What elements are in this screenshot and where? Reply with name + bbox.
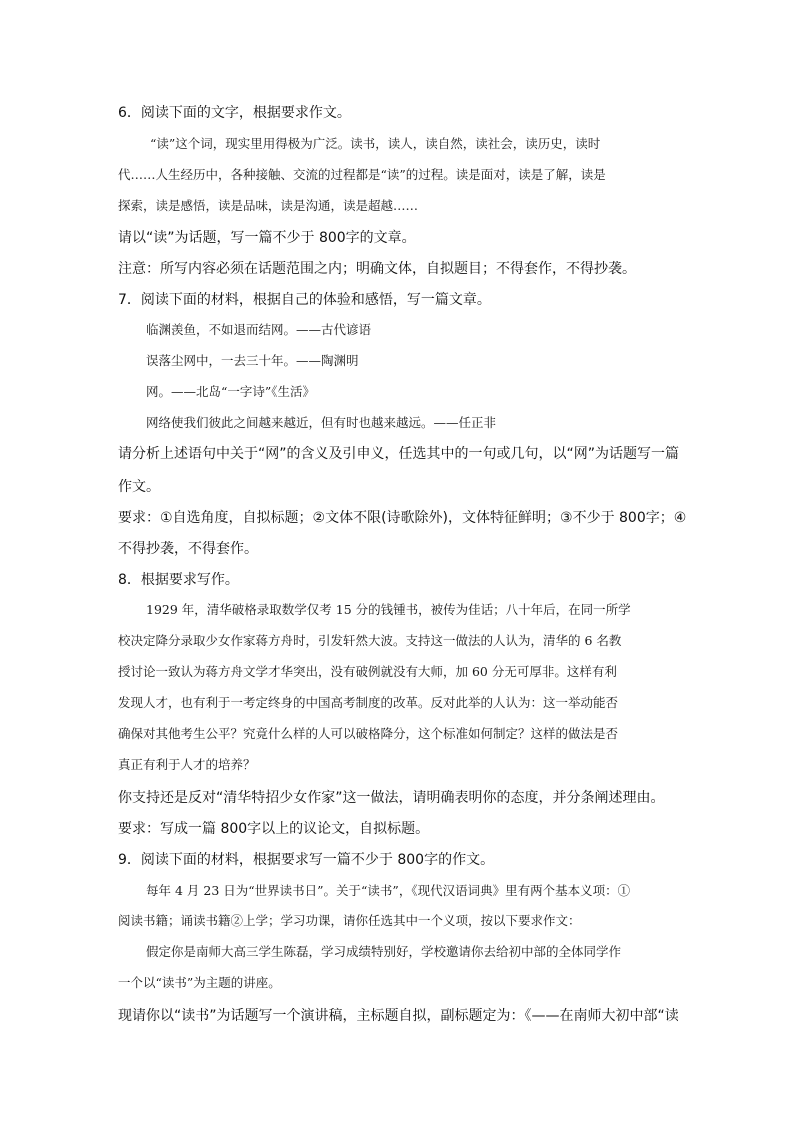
q9-heading: 9．阅读下面的材料，根据要求写一篇不少于 800字的作文。: [118, 852, 495, 868]
q8-passage-line: 校决定降分录取少女作家蒋方舟时，引发轩然大波。支持这一做法的人认为，清华的 6 名教: [118, 633, 622, 648]
q7-heading: 7．阅读下面的材料，根据自己的体验和感悟，写一篇文章。: [118, 292, 491, 308]
q6-note: 注意：所写内容必须在话题范围之内；明确文体，自拟题目；不得套作，不得抄袭。: [118, 261, 636, 277]
q7-quote: 误落尘网中，一去三十年。——陶渊明: [146, 353, 359, 368]
q8-requirements: 要求：写成一篇 800字以上的议论文，自拟标题。: [118, 821, 430, 837]
q6-passage-line: “读”这个词，现实里用得极为广泛。读书，读人，读自然，读社会，读历史，读时: [150, 136, 601, 151]
q7-instruction-line: 作文。: [118, 479, 160, 495]
q7-quote: 网。——北岛“一字诗”《生活》: [146, 384, 316, 399]
q8-instruction: 你支持还是反对“清华特招少女作家”这一做法，请明确表明你的态度，并分条阐述理由。: [118, 790, 665, 806]
q7-instruction-line: 请分析上述语句中关于“网”的含义及引申义，任选其中的一句或几句，以“网”为话题写一篇: [118, 446, 680, 462]
q8-passage-line: 1929 年，清华破格录取数学仅考 15 分的钱锺书，被传为佳话；八十年后，在同一所学: [146, 602, 631, 617]
q6-passage-line: 代……人生经历中，各种接触、交流的过程都是“读”的过程。读是面对，读是了解，读是: [118, 167, 606, 182]
q9-passage-line: 阅读书籍；诵读书籍②上学；学习功课，请你任选其中一个义项，按以下要求作文：: [118, 913, 581, 928]
q9-instruction: 现请你以“读书”为话题写一个演讲稿，主标题自拟，副标题定为：《——在南师大初中部“读: [118, 1008, 679, 1024]
q8-heading: 8．根据要求写作。: [118, 572, 239, 588]
q7-requirements-line: 不得抄袭，不得套作。: [118, 541, 258, 557]
q8-passage-line: 确保对其他考生公平？究竟什么样的人可以破格降分，这个标准如何制定？这样的做法是否: [118, 726, 619, 741]
q9-passage-line: 假定你是南师大高三学生陈磊，学习成绩特别好，学校邀请你去给初中部的全体同学作: [146, 944, 622, 959]
q7-requirements-line: 要求：①自选角度，自拟标题；②文体不限(诗歌除外)，文体特征鲜明；③不少于 800字；④: [118, 510, 687, 526]
q8-passage-line: 真正有利于人才的培养？: [118, 757, 256, 772]
q7-quote: 网络使我们彼此之间越来越近，但有时也越来越远。——任正非: [146, 415, 497, 430]
q8-passage-line: 授讨论一致认为蒋方舟文学才华突出，没有破例就没有大师，加 60 分无可厚非。这样有利: [118, 664, 617, 679]
q6-instruction: 请以“读”为话题，写一篇不少于 800字的文章。: [118, 230, 416, 246]
q7-quote: 临渊羡鱼，不如退而结网。——古代谚语: [146, 322, 372, 337]
q8-passage-line: 发现人才，也有利于一考定终身的中国高考制度的改革。反对此举的人认为：这一举动能否: [118, 695, 619, 710]
q9-passage-line: 每年 4 月 23 日为“世界读书日”。关于“读书”，《现代汉语词典》里有两个基本义项：①: [146, 883, 631, 898]
q6-passage-line: 探索，读是感悟，读是品味，读是沟通，读是超越……: [118, 198, 419, 213]
q9-passage-line: 一个以“读书”为主题的讲座。: [118, 975, 281, 990]
q6-heading: 6．阅读下面的文字，根据要求作文。: [118, 105, 351, 121]
